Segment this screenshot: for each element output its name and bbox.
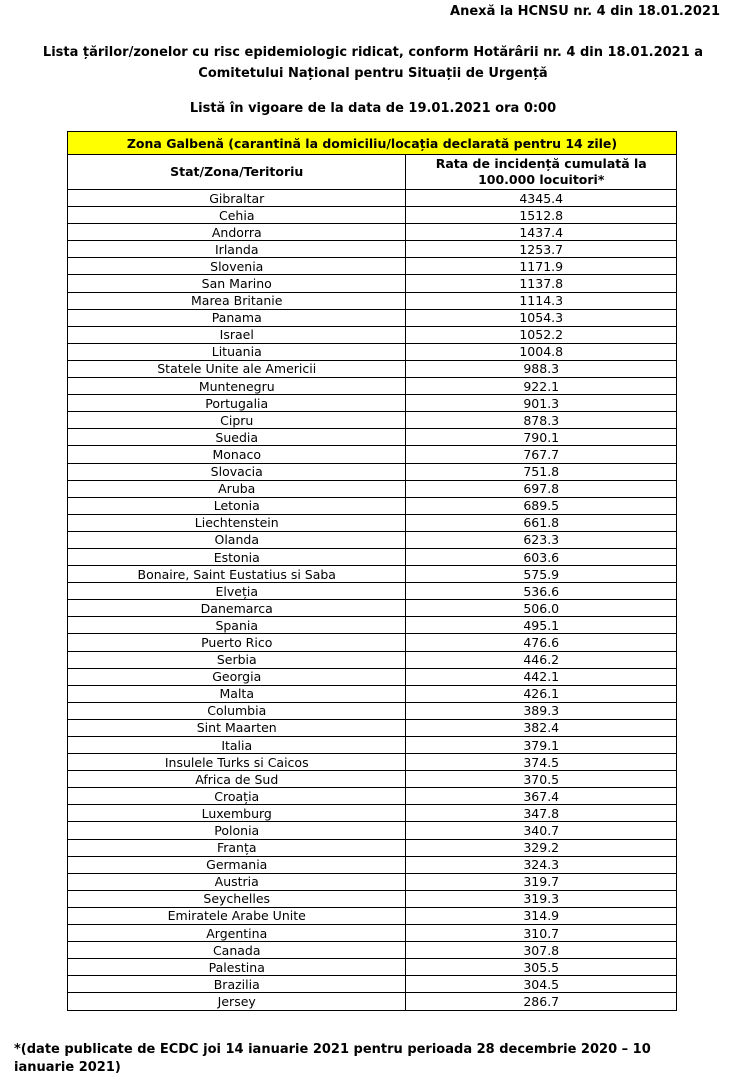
country-cell: Canada	[68, 942, 406, 959]
country-cell: Argentina	[68, 925, 406, 942]
country-cell: Columbia	[68, 702, 406, 719]
rate-cell: 319.3	[406, 890, 677, 907]
country-cell: Danemarca	[68, 600, 406, 617]
rate-cell: 340.7	[406, 822, 677, 839]
country-cell: Jersey	[68, 993, 406, 1010]
rate-cell: 901.3	[406, 395, 677, 412]
country-cell: Austria	[68, 873, 406, 890]
table-row	[68, 907, 677, 924]
risk-zone-table	[67, 131, 677, 1011]
column-header-rate-line-2: 100.000 locuitori*	[478, 172, 605, 187]
country-cell: Lituania	[68, 343, 406, 360]
rate-cell: 1137.8	[406, 275, 677, 292]
country-cell: Olanda	[68, 531, 406, 548]
rate-cell: 1512.8	[406, 207, 677, 224]
country-cell: Cehia	[68, 207, 406, 224]
table-row	[68, 326, 677, 343]
table-row	[68, 942, 677, 959]
country-cell: Georgia	[68, 668, 406, 685]
rate-cell: 878.3	[406, 412, 677, 429]
table-row	[68, 839, 677, 856]
rate-cell: 304.5	[406, 976, 677, 993]
document-heading	[0, 42, 746, 84]
rate-cell: 751.8	[406, 463, 677, 480]
country-cell: Slovacia	[68, 463, 406, 480]
country-cell: Brazilia	[68, 976, 406, 993]
country-cell: Statele Unite ale Americii	[68, 360, 406, 377]
country-cell: Sint Maarten	[68, 719, 406, 736]
rate-cell: 347.8	[406, 805, 677, 822]
rate-cell: 1052.2	[406, 326, 677, 343]
rate-cell: 1437.4	[406, 224, 677, 241]
rate-cell: 319.7	[406, 873, 677, 890]
table-row	[68, 514, 677, 531]
rate-cell: 367.4	[406, 788, 677, 805]
rate-cell: 1171.9	[406, 258, 677, 275]
table-row	[68, 617, 677, 634]
rate-cell: 314.9	[406, 907, 677, 924]
table-row	[68, 395, 677, 412]
zone-title: Zona Galbenă (carantină la domiciliu/locația declarată pentru 14 zile)	[68, 132, 677, 155]
rate-cell: 767.7	[406, 446, 677, 463]
country-cell: Palestina	[68, 959, 406, 976]
zone-title-row	[68, 132, 677, 155]
rate-cell: 506.0	[406, 600, 677, 617]
table-row	[68, 873, 677, 890]
table-row	[68, 224, 677, 241]
table-row	[68, 737, 677, 754]
country-cell: Emiratele Arabe Unite	[68, 907, 406, 924]
rate-cell: 1004.8	[406, 343, 677, 360]
column-header-country: Stat/Zona/Teritoriu	[68, 155, 406, 190]
table-row	[68, 548, 677, 565]
country-cell: Portugalia	[68, 395, 406, 412]
table-row	[68, 634, 677, 651]
country-cell: Insulele Turks si Caicos	[68, 754, 406, 771]
rate-cell: 286.7	[406, 993, 677, 1010]
rate-cell: 389.3	[406, 702, 677, 719]
country-cell: Gibraltar	[68, 190, 406, 207]
country-cell: Spania	[68, 617, 406, 634]
footnote-line-2: ianuarie 2021)	[14, 1060, 121, 1075]
country-cell: Seychelles	[68, 890, 406, 907]
rate-cell: 689.5	[406, 497, 677, 514]
table-row	[68, 275, 677, 292]
table-row	[68, 190, 677, 207]
rate-cell: 307.8	[406, 942, 677, 959]
table-row	[68, 668, 677, 685]
rate-cell: 575.9	[406, 566, 677, 583]
table-row	[68, 600, 677, 617]
table-row	[68, 822, 677, 839]
rate-cell: 329.2	[406, 839, 677, 856]
country-cell: Slovenia	[68, 258, 406, 275]
table-row	[68, 378, 677, 395]
heading-line-2: Comitetului Național pentru Situații de Urgență	[198, 66, 548, 81]
column-header-rate	[406, 155, 677, 190]
heading-line-1: Lista țărilor/zonelor cu risc epidemiologic ridicat, conform Hotărârii nr. 4 din 18.01.2021 a	[42, 45, 704, 60]
rate-cell: 4345.4	[406, 190, 677, 207]
rate-cell: 623.3	[406, 531, 677, 548]
rate-cell: 790.1	[406, 429, 677, 446]
country-cell: Panama	[68, 309, 406, 326]
table-row	[68, 771, 677, 788]
country-cell: Polonia	[68, 822, 406, 839]
country-cell: Elveția	[68, 583, 406, 600]
country-cell: Cipru	[68, 412, 406, 429]
table-row	[68, 702, 677, 719]
table-row	[68, 292, 677, 309]
country-cell: Croația	[68, 788, 406, 805]
column-header-rate-line-1: Rata de incidență cumulată la	[435, 156, 647, 171]
country-cell: Andorra	[68, 224, 406, 241]
country-cell: Letonia	[68, 497, 406, 514]
rate-cell: 305.5	[406, 959, 677, 976]
table-row	[68, 754, 677, 771]
table-row	[68, 241, 677, 258]
table-row	[68, 463, 677, 480]
country-cell: Africa de Sud	[68, 771, 406, 788]
table-row	[68, 805, 677, 822]
table-row	[68, 446, 677, 463]
table-row	[68, 685, 677, 702]
footnote	[14, 1041, 714, 1077]
column-header-row	[68, 155, 677, 190]
country-cell: Bonaire, Saint Eustatius si Saba	[68, 566, 406, 583]
country-cell: Liechtenstein	[68, 514, 406, 531]
rate-cell: 603.6	[406, 548, 677, 565]
footnote-line-1: *(date publicate de ECDC joi 14 ianuarie 2021 pentru perioada 28 decembrie 2020 – 10	[14, 1042, 651, 1057]
country-cell: Luxemburg	[68, 805, 406, 822]
table-row	[68, 856, 677, 873]
table-row	[68, 258, 677, 275]
rate-cell: 1253.7	[406, 241, 677, 258]
table-row	[68, 360, 677, 377]
country-cell: Suedia	[68, 429, 406, 446]
country-cell: Monaco	[68, 446, 406, 463]
country-cell: Israel	[68, 326, 406, 343]
table-row	[68, 993, 677, 1010]
country-cell: San Marino	[68, 275, 406, 292]
annex-reference: Anexă la HCNSU nr. 4 din 18.01.2021	[450, 4, 720, 19]
rate-cell: 442.1	[406, 668, 677, 685]
rate-cell: 922.1	[406, 378, 677, 395]
country-cell: Muntenegru	[68, 378, 406, 395]
country-cell: Aruba	[68, 480, 406, 497]
rate-cell: 426.1	[406, 685, 677, 702]
rate-cell: 446.2	[406, 651, 677, 668]
validity-date: Listă în vigoare de la data de 19.01.2021 ora 0:00	[189, 101, 557, 116]
rate-cell: 379.1	[406, 737, 677, 754]
table-row	[68, 583, 677, 600]
table-row	[68, 959, 677, 976]
rate-cell: 697.8	[406, 480, 677, 497]
table-row	[68, 788, 677, 805]
table-body	[68, 190, 677, 1011]
table-row	[68, 343, 677, 360]
rate-cell: 661.8	[406, 514, 677, 531]
table-row	[68, 207, 677, 224]
table-row	[68, 480, 677, 497]
country-cell: Puerto Rico	[68, 634, 406, 651]
country-cell: Franța	[68, 839, 406, 856]
rate-cell: 374.5	[406, 754, 677, 771]
country-cell: Italia	[68, 737, 406, 754]
table-row	[68, 429, 677, 446]
table-row	[68, 976, 677, 993]
rate-cell: 310.7	[406, 925, 677, 942]
rate-cell: 382.4	[406, 719, 677, 736]
rate-cell: 476.6	[406, 634, 677, 651]
table-row	[68, 719, 677, 736]
table-row	[68, 566, 677, 583]
table-row	[68, 531, 677, 548]
table-row	[68, 497, 677, 514]
table-row	[68, 651, 677, 668]
table-row	[68, 925, 677, 942]
rate-cell: 988.3	[406, 360, 677, 377]
table-row	[68, 309, 677, 326]
rate-cell: 536.6	[406, 583, 677, 600]
country-cell: Marea Britanie	[68, 292, 406, 309]
country-cell: Serbia	[68, 651, 406, 668]
country-cell: Estonia	[68, 548, 406, 565]
country-cell: Germania	[68, 856, 406, 873]
country-cell: Irlanda	[68, 241, 406, 258]
rate-cell: 1114.3	[406, 292, 677, 309]
table-row	[68, 890, 677, 907]
table-row	[68, 412, 677, 429]
rate-cell: 324.3	[406, 856, 677, 873]
rate-cell: 370.5	[406, 771, 677, 788]
country-cell: Malta	[68, 685, 406, 702]
rate-cell: 495.1	[406, 617, 677, 634]
rate-cell: 1054.3	[406, 309, 677, 326]
